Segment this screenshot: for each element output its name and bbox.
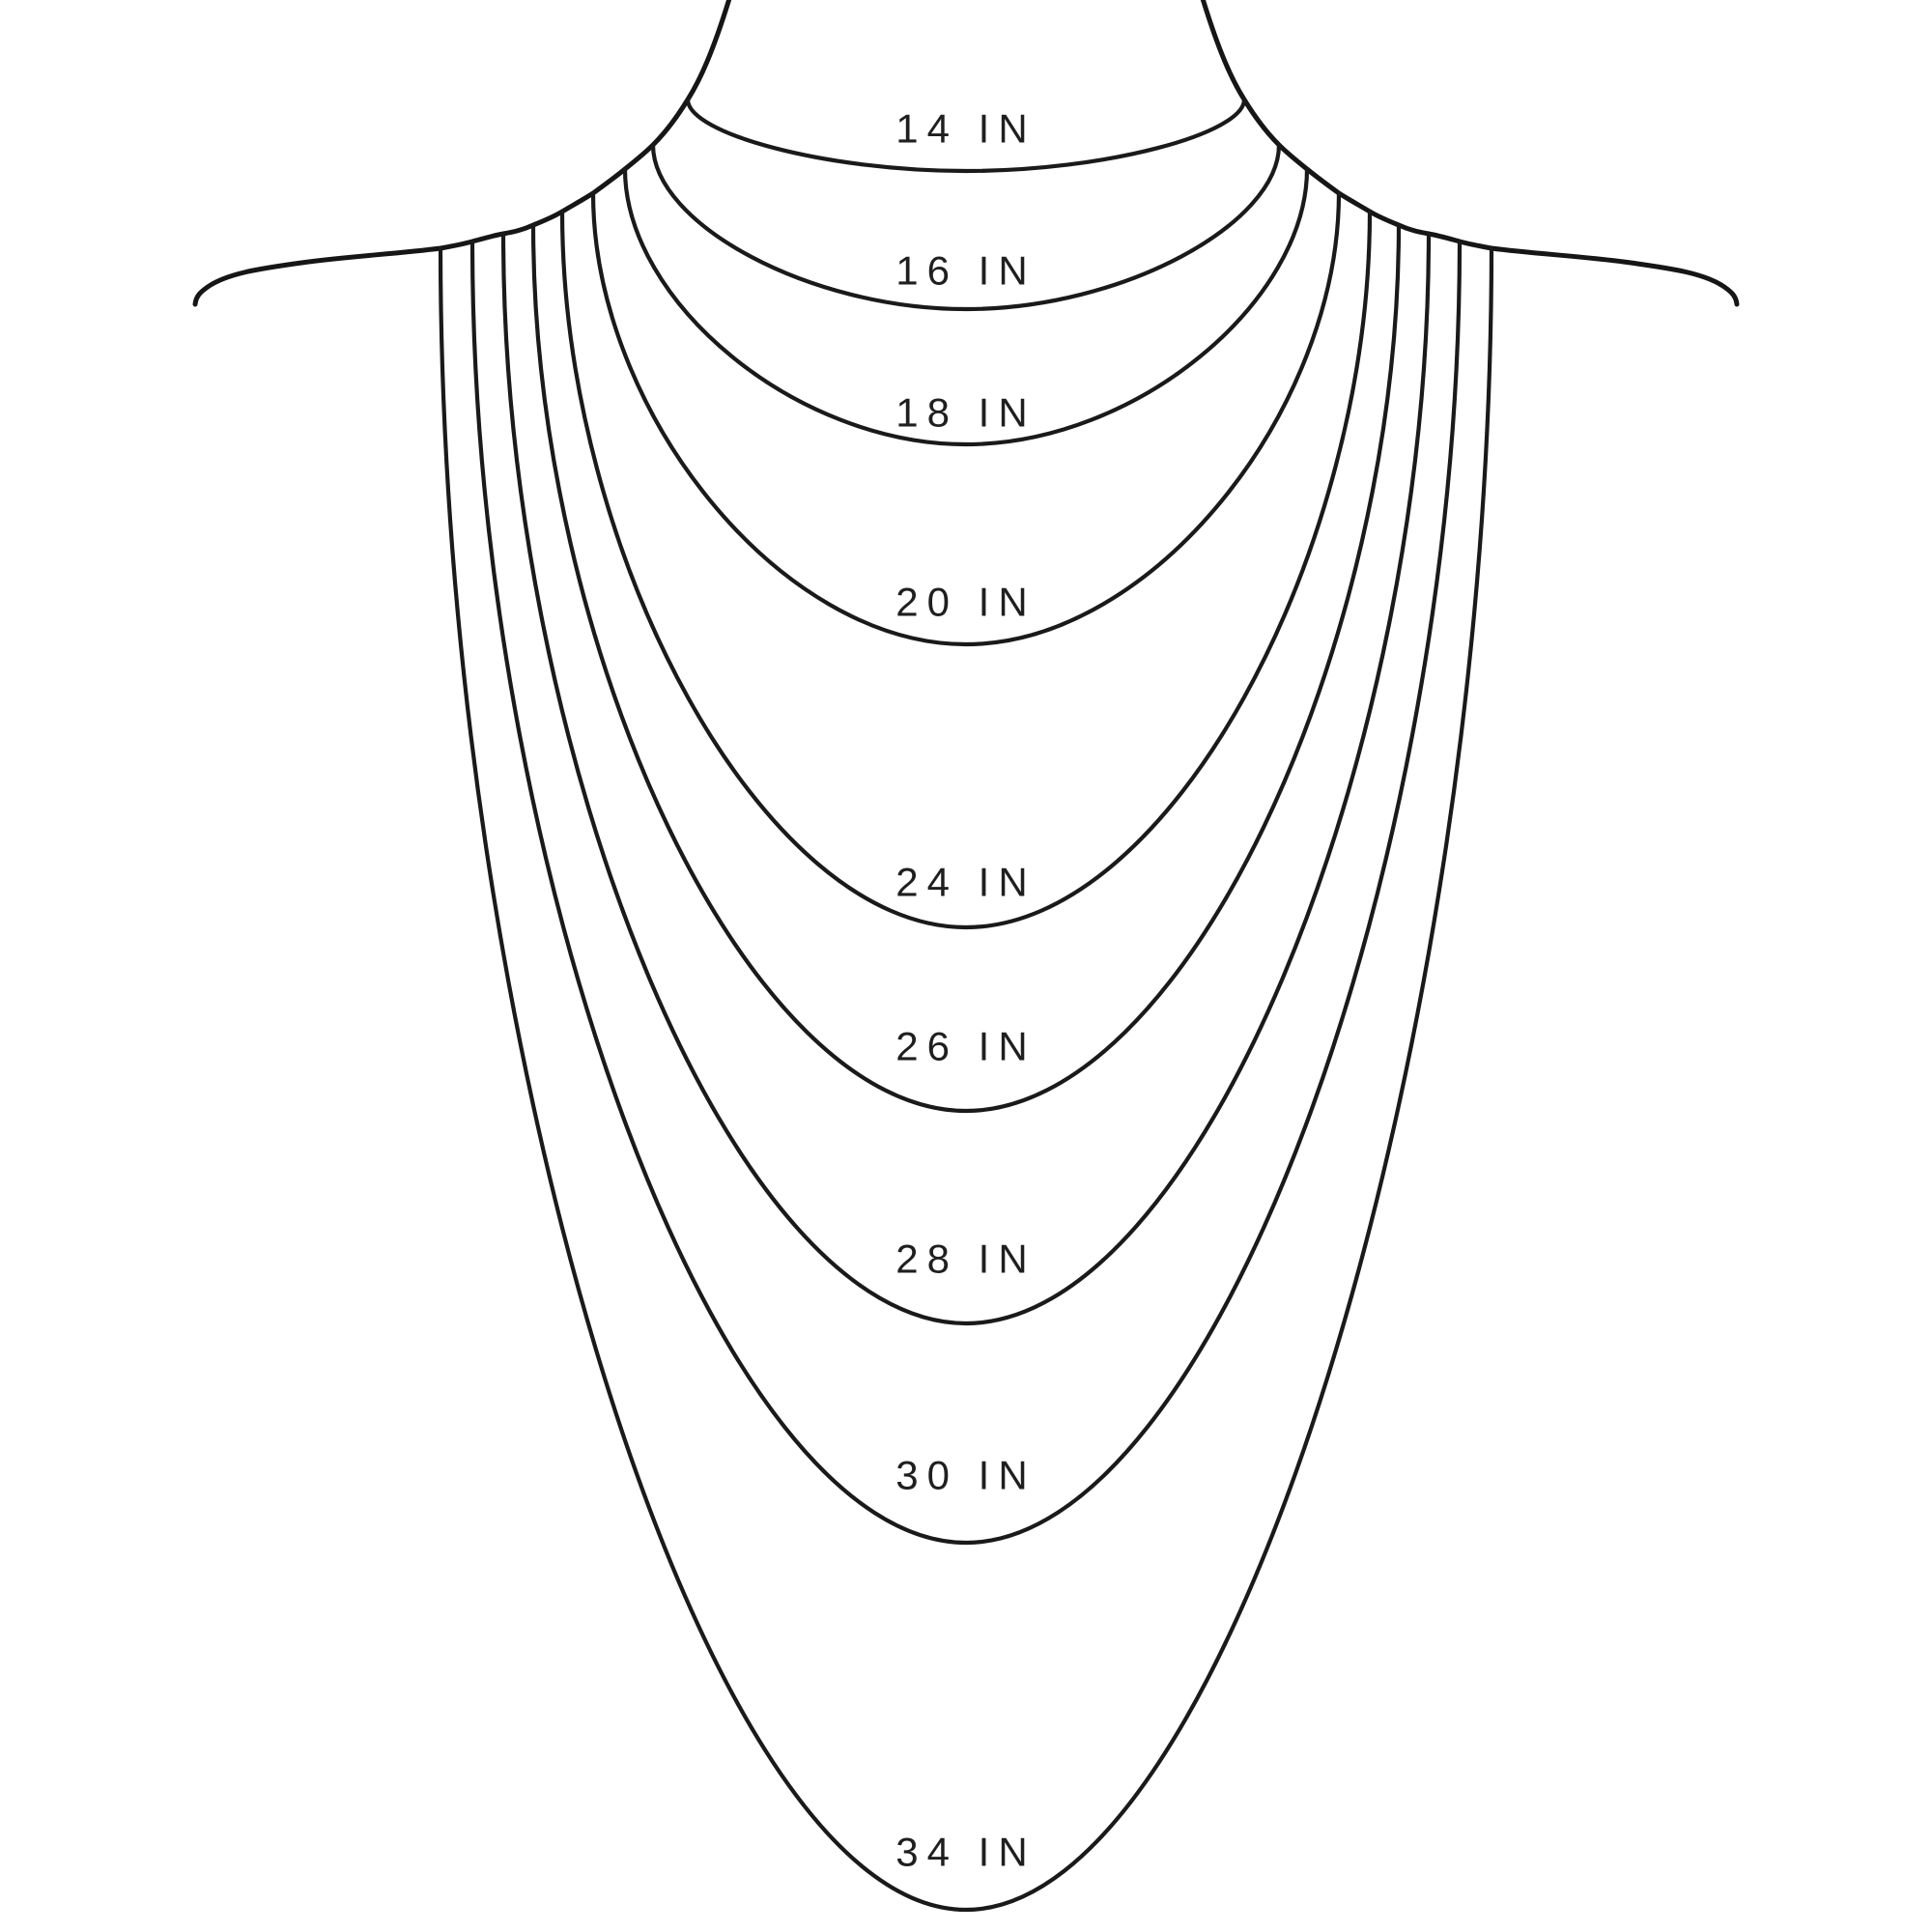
necklace-labels-group bbox=[895, 106, 1036, 1875]
necklace-arcs-group bbox=[440, 99, 1492, 1910]
necklace-arc-34in bbox=[440, 248, 1492, 1910]
necklace-arc-26in bbox=[533, 225, 1399, 1111]
necklace-arc-24in bbox=[562, 212, 1370, 927]
necklace-length-label-26in: 26 IN bbox=[895, 1023, 1037, 1069]
necklace-length-label-18in: 18 IN bbox=[895, 389, 1037, 436]
necklace-length-label-14in: 14 IN bbox=[895, 105, 1037, 152]
necklace-length-label-34in: 34 IN bbox=[895, 1829, 1037, 1875]
necklace-length-label-30in: 30 IN bbox=[895, 1452, 1037, 1498]
necklace-length-label-28in: 28 IN bbox=[895, 1236, 1037, 1282]
necklace-length-label-20in: 20 IN bbox=[895, 579, 1037, 625]
necklace-length-label-16in: 16 IN bbox=[895, 247, 1037, 294]
necklace-length-label-24in: 24 IN bbox=[895, 859, 1037, 905]
